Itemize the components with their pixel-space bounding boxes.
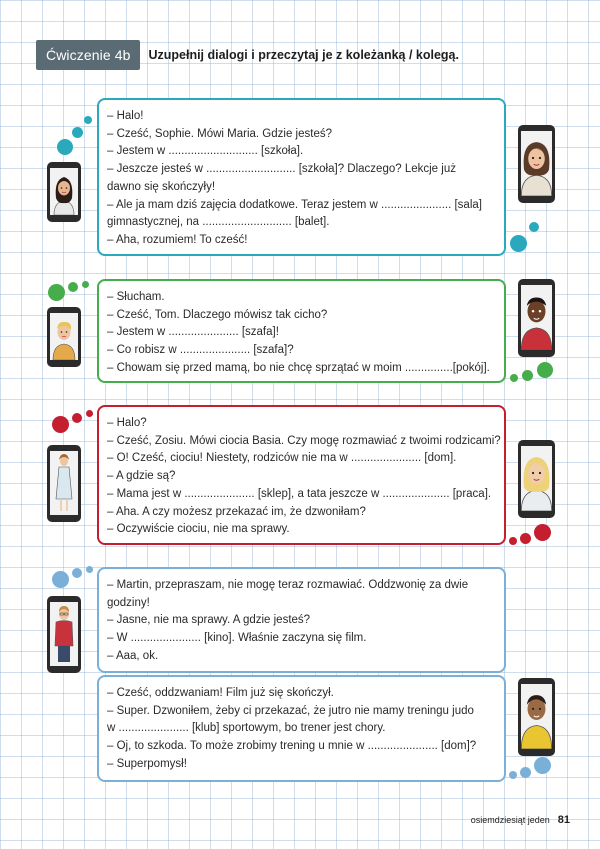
decor-dot: [534, 757, 551, 774]
decor-dot: [52, 571, 69, 588]
phone-boy-yellow-icon: [518, 678, 555, 756]
dialog-line: – Halo?: [107, 417, 147, 429]
dialog-line: godziny!: [107, 596, 150, 609]
decor-dot: [520, 533, 531, 544]
decor-dot: [509, 537, 517, 545]
decor-dot: [86, 410, 93, 417]
exercise-label: Ćwiczenie 4b: [36, 40, 140, 70]
dialog-bubble-1: [97, 98, 506, 256]
dialog-line: – O! Cześć, ciociu! Niestety, rodziców nie ma w ...................... [dom].: [107, 452, 457, 465]
dialog-line: – Mama jest w ...................... [sklep], a tata jeszcze w ..................... [praca].: [107, 487, 492, 500]
boy-dark-skin-illustration: [521, 285, 552, 350]
decor-dot: [510, 235, 527, 252]
woman-dress-illustration: [50, 451, 78, 515]
dialog-line: – Cześć, Sophie. Mówi Maria. Gdzie jesteś?: [107, 127, 332, 140]
exercise-header: [36, 40, 459, 70]
dialog-line: – Aaa, ok.: [107, 649, 159, 662]
dialog-line: – Ale ja mam dziś zajęcia dodatkowe. Teraz jestem w ...................... [sala]: [107, 198, 482, 211]
girl-blonde-illustration: [521, 446, 552, 511]
decor-dot: [509, 771, 517, 779]
decor-dot: [48, 284, 65, 301]
dialog-line: gimnastycznej, na ............................ [balet].: [107, 216, 330, 229]
dialog-line: – Słucham.: [107, 291, 165, 303]
decor-dot: [537, 362, 553, 378]
dialog-line: w ...................... [klub] sportowym, bo trener jest chory.: [107, 722, 386, 735]
decor-dot: [57, 139, 73, 155]
phone-zosia-icon: [518, 440, 555, 518]
page-number: 81: [557, 814, 570, 826]
girl-brown-hair-illustration: [521, 131, 552, 196]
decor-dot: [72, 568, 82, 578]
dialog-bubble-2: [97, 279, 506, 383]
decor-dot: [72, 127, 83, 138]
dialog-line: – Co robisz w ...................... [szafa]?: [107, 344, 294, 357]
dialog-line: – Halo!: [107, 110, 144, 122]
dialog-line: – Oj, to szkoda. To może zrobimy trening u mnie w ...................... [dom]?: [107, 740, 477, 753]
decor-dot: [534, 524, 551, 541]
dialog-line: – Chowam się przed mamą, bo nie chcę sprzątać w moim ...............[pokój].: [107, 361, 490, 374]
phone-tom-icon: [518, 279, 555, 357]
phone-martin-icon: [47, 596, 81, 673]
dialog-line: – Aha. A czy możesz przekazać im, że dzwoniłam?: [107, 505, 366, 518]
boy-red-sweater-illustration: [50, 602, 78, 666]
boy-blond-illustration: [50, 313, 78, 360]
dialog-line: – Jestem w ...................... [szafa]!: [107, 326, 279, 339]
decor-dot: [72, 413, 82, 423]
dialog-bubble-3: [97, 405, 506, 545]
dialog-line: – W ...................... [kino]. Właśnie zaczyna się film.: [107, 632, 367, 645]
page-number-words: osiemdziesiąt jeden: [470, 815, 550, 825]
dialog-line: dawno się skończyły!: [107, 180, 216, 193]
decor-dot: [68, 282, 78, 292]
phone-blond-boy-icon: [47, 307, 81, 367]
dialog-line: – Jasne, nie ma sprawy. A gdzie jesteś?: [107, 614, 311, 627]
dialog-bubble-5: [97, 675, 506, 782]
dialog-line: – Jestem w ............................ [szkoła].: [107, 145, 304, 158]
phone-aunt-icon: [47, 445, 81, 522]
decor-dot: [522, 370, 533, 381]
dialog-line: – A gdzie są?: [107, 470, 176, 483]
dialog-line: – Oczywiście ciociu, nie ma sprawy.: [107, 523, 290, 536]
decor-dot: [510, 374, 518, 382]
decor-dot: [52, 416, 69, 433]
page-footer: [471, 814, 570, 826]
dialog-line: – Jeszcze jesteś w ............................ [szkoła]? Dlaczego? Lekcje już: [107, 163, 456, 176]
decor-dot: [529, 222, 539, 232]
decor-dot: [86, 566, 93, 573]
dialog-line: – Cześć, Tom. Dlaczego mówisz tak cicho?: [107, 308, 328, 321]
phone-sophie-icon: [518, 125, 555, 203]
girl-dark-hair-illustration: [50, 168, 78, 215]
decor-dot: [82, 281, 89, 288]
dialog-line: – Super. Dzwoniłem, żeby ci przekazać, że jutro nie mamy treningu judo: [107, 704, 474, 717]
boy-yellow-shirt-illustration: [521, 684, 552, 749]
phone-maria-icon: [47, 162, 81, 222]
exercise-instruction: Uzupełnij dialogi i przeczytaj je z koleżanką / kolegą.: [148, 48, 459, 62]
dialog-line: – Cześć, oddzwaniam! Film już się skończył.: [107, 687, 334, 699]
dialog-line: – Aha, rozumiem! To cześć!: [107, 233, 248, 246]
decor-dot: [520, 767, 531, 778]
dialog-line: – Martin, przepraszam, nie mogę teraz rozmawiać. Oddzwonię za dwie: [107, 579, 469, 591]
dialog-bubble-4: [97, 567, 506, 673]
decor-dot: [84, 116, 92, 124]
dialog-line: – Superpomysł!: [107, 757, 187, 770]
dialog-line: – Cześć, Zosiu. Mówi ciocia Basia. Czy mogę rozmawiać z twoimi rodzicami?: [107, 434, 501, 447]
